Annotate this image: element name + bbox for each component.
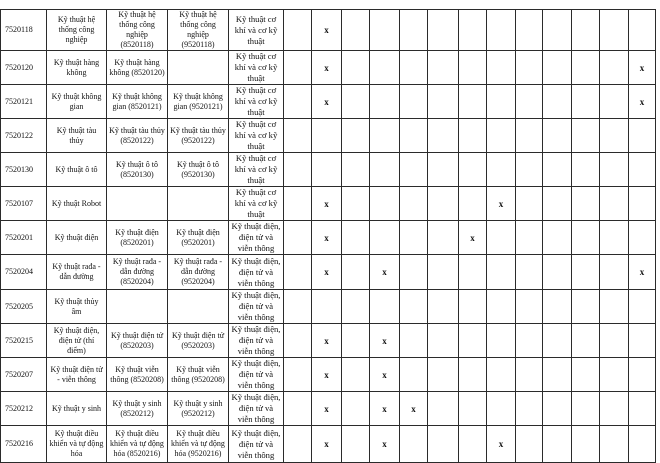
mark-cell	[516, 392, 543, 426]
program-code-cell: 7520130	[1, 153, 47, 187]
mark-cell	[342, 153, 370, 187]
program-code-cell: 7520207	[1, 358, 47, 392]
mark-cell	[487, 221, 516, 255]
mark-cell	[572, 324, 600, 358]
mark-cell	[516, 119, 543, 153]
mark-cell	[370, 119, 400, 153]
mark-cell	[487, 153, 516, 187]
table-row	[1, 255, 656, 290]
mark-cell	[487, 290, 516, 324]
mark-cell	[543, 358, 572, 392]
mark-cell	[312, 119, 342, 153]
master-program-cell: Kỹ thuật rađa - dẫn đường (8520204)	[107, 255, 168, 290]
mark-cell	[428, 187, 459, 221]
mark-cell	[629, 358, 656, 392]
master-program-cell: Kỹ thuật viễn thông (8520208)	[107, 358, 168, 392]
mark-cell: x	[487, 187, 516, 221]
mark-cell	[428, 221, 459, 255]
program-name-cell: Kỹ thuật Robot	[47, 187, 107, 221]
program-code-cell: 7520118	[1, 10, 47, 51]
field-group-cell: Kỹ thuật điện, điện tử và viễn thông	[229, 392, 284, 426]
mark-cell	[400, 255, 428, 290]
table-row	[1, 324, 656, 358]
mark-cell	[600, 290, 629, 324]
field-group-cell: Kỹ thuật cơ khí và cơ kỹ thuật	[229, 119, 284, 153]
mark-cell	[600, 221, 629, 255]
mark-cell	[516, 85, 543, 119]
mark-cell	[487, 255, 516, 290]
mark-cell	[459, 119, 487, 153]
mark-cell	[459, 358, 487, 392]
mark-cell	[516, 221, 543, 255]
master-program-cell: Kỹ thuật hệ thống công nghiệp (8520118)	[107, 10, 168, 51]
mark-cell: x	[370, 358, 400, 392]
mark-cell	[459, 153, 487, 187]
mark-cell	[516, 358, 543, 392]
master-program-cell: Kỹ thuật không gian (8520121)	[107, 85, 168, 119]
doctoral-program-cell: Kỹ thuật tàu thủy (9520122)	[168, 119, 229, 153]
program-code-cell: 7520212	[1, 392, 47, 426]
program-table	[0, 9, 656, 463]
mark-cell	[572, 255, 600, 290]
mark-cell	[629, 221, 656, 255]
mark-cell	[572, 51, 600, 85]
mark-cell: x	[370, 324, 400, 358]
program-name-cell: Kỹ thuật không gian	[47, 85, 107, 119]
mark-cell	[572, 10, 600, 51]
mark-cell: x	[370, 392, 400, 426]
mark-cell	[543, 51, 572, 85]
mark-cell	[370, 290, 400, 324]
mark-cell	[459, 187, 487, 221]
program-code-cell: 7520121	[1, 85, 47, 119]
mark-cell: x	[629, 51, 656, 85]
field-group-cell: Kỹ thuật cơ khí và cơ kỹ thuật	[229, 85, 284, 119]
mark-cell	[428, 426, 459, 463]
mark-cell	[543, 119, 572, 153]
mark-cell	[487, 392, 516, 426]
mark-cell	[284, 358, 312, 392]
mark-cell	[342, 187, 370, 221]
mark-cell	[284, 187, 312, 221]
mark-cell: x	[312, 392, 342, 426]
program-code-cell: 7520120	[1, 51, 47, 85]
doctoral-program-cell: Kỹ thuật điện tử (9520203)	[168, 324, 229, 358]
mark-cell	[370, 10, 400, 51]
mark-cell	[572, 187, 600, 221]
mark-cell	[543, 85, 572, 119]
master-program-cell: Kỹ thuật điều khiển và tự động hóa (8520216)	[107, 426, 168, 463]
mark-cell	[400, 358, 428, 392]
mark-cell	[487, 358, 516, 392]
mark-cell	[543, 153, 572, 187]
master-program-cell: Kỹ thuật y sinh (8520212)	[107, 392, 168, 426]
mark-cell	[543, 187, 572, 221]
mark-cell	[400, 290, 428, 324]
table-body	[1, 10, 656, 463]
mark-cell	[600, 324, 629, 358]
mark-cell	[600, 358, 629, 392]
program-name-cell: Kỹ thuật điện, điện tử (thí điểm)	[47, 324, 107, 358]
mark-cell	[400, 10, 428, 51]
mark-cell	[600, 153, 629, 187]
program-name-cell: Kỹ thuật điện tử - viễn thông	[47, 358, 107, 392]
program-code-cell: 7520122	[1, 119, 47, 153]
mark-cell	[342, 255, 370, 290]
program-name-cell: Kỹ thuật hệ thống công nghiệp	[47, 10, 107, 51]
mark-cell	[400, 153, 428, 187]
mark-cell	[370, 187, 400, 221]
mark-cell: x	[312, 187, 342, 221]
master-program-cell	[107, 187, 168, 221]
mark-cell: x	[312, 426, 342, 463]
mark-cell	[284, 392, 312, 426]
mark-cell	[516, 187, 543, 221]
master-program-cell: Kỹ thuật tàu thủy (8520122)	[107, 119, 168, 153]
field-group-cell: Kỹ thuật điện, điện tử và viễn thông	[229, 358, 284, 392]
program-code-cell: 7520201	[1, 221, 47, 255]
program-code-cell: 7520216	[1, 426, 47, 463]
mark-cell	[516, 10, 543, 51]
mark-cell	[543, 324, 572, 358]
master-program-cell: Kỹ thuật điện tử (8520203)	[107, 324, 168, 358]
mark-cell	[428, 392, 459, 426]
mark-cell	[600, 426, 629, 463]
field-group-cell: Kỹ thuật điện, điện tử và viễn thông	[229, 221, 284, 255]
mark-cell	[543, 221, 572, 255]
mark-cell	[400, 51, 428, 85]
mark-cell	[572, 153, 600, 187]
mark-cell	[487, 10, 516, 51]
program-name-cell: Kỹ thuật hàng không	[47, 51, 107, 85]
mark-cell	[428, 324, 459, 358]
mark-cell	[629, 392, 656, 426]
mark-cell	[342, 324, 370, 358]
mark-cell	[487, 324, 516, 358]
mark-cell: x	[312, 358, 342, 392]
program-name-cell: Kỹ thuật ô tô	[47, 153, 107, 187]
mark-cell: x	[487, 426, 516, 463]
mark-cell	[284, 85, 312, 119]
mark-cell: x	[629, 255, 656, 290]
mark-cell	[370, 221, 400, 255]
mark-cell	[342, 51, 370, 85]
mark-cell	[400, 324, 428, 358]
table-row	[1, 221, 656, 255]
program-name-cell: Kỹ thuật điều khiển và tự động hóa	[47, 426, 107, 463]
master-program-cell	[107, 290, 168, 324]
doctoral-program-cell: Kỹ thuật viễn thông (9520208)	[168, 358, 229, 392]
mark-cell	[400, 221, 428, 255]
mark-cell	[342, 392, 370, 426]
mark-cell	[459, 324, 487, 358]
doctoral-program-cell: Kỹ thuật điện (9520201)	[168, 221, 229, 255]
field-group-cell: Kỹ thuật cơ khí và cơ kỹ thuật	[229, 187, 284, 221]
mark-cell	[284, 290, 312, 324]
mark-cell	[342, 10, 370, 51]
program-code-cell: 7520205	[1, 290, 47, 324]
table-row	[1, 85, 656, 119]
doctoral-program-cell	[168, 290, 229, 324]
mark-cell	[370, 85, 400, 119]
mark-cell	[370, 51, 400, 85]
mark-cell	[572, 119, 600, 153]
doctoral-program-cell: Kỹ thuật không gian (9520121)	[168, 85, 229, 119]
doctoral-program-cell: Kỹ thuật y sinh (9520212)	[168, 392, 229, 426]
program-code-cell: 7520215	[1, 324, 47, 358]
field-group-cell: Kỹ thuật cơ khí và cơ kỹ thuật	[229, 51, 284, 85]
program-name-cell: Kỹ thuật điện	[47, 221, 107, 255]
program-name-cell: Kỹ thuật thủy âm	[47, 290, 107, 324]
mark-cell: x	[370, 255, 400, 290]
mark-cell: x	[312, 324, 342, 358]
mark-cell	[284, 10, 312, 51]
program-name-cell: Kỹ thuật tàu thủy	[47, 119, 107, 153]
mark-cell	[572, 426, 600, 463]
table-row	[1, 10, 656, 51]
mark-cell	[342, 426, 370, 463]
mark-cell	[572, 358, 600, 392]
mark-cell	[600, 51, 629, 85]
mark-cell	[400, 119, 428, 153]
mark-cell	[572, 221, 600, 255]
field-group-cell: Kỹ thuật điện, điện tử và viễn thông	[229, 255, 284, 290]
field-group-cell: Kỹ thuật điện, điện tử và viễn thông	[229, 324, 284, 358]
mark-cell: x	[459, 221, 487, 255]
mark-cell	[516, 255, 543, 290]
mark-cell	[459, 392, 487, 426]
mark-cell	[629, 290, 656, 324]
mark-cell	[284, 324, 312, 358]
mark-cell	[543, 392, 572, 426]
mark-cell	[516, 426, 543, 463]
doctoral-program-cell	[168, 51, 229, 85]
mark-cell: x	[312, 255, 342, 290]
table-row	[1, 153, 656, 187]
mark-cell	[459, 290, 487, 324]
master-program-cell: Kỹ thuật hàng không (8520120)	[107, 51, 168, 85]
mark-cell	[342, 221, 370, 255]
field-group-cell: Kỹ thuật cơ khí và cơ kỹ thuật	[229, 10, 284, 51]
mark-cell: x	[312, 221, 342, 255]
mark-cell	[428, 290, 459, 324]
mark-cell	[600, 187, 629, 221]
mark-cell	[342, 85, 370, 119]
table-row	[1, 290, 656, 324]
mark-cell	[428, 10, 459, 51]
mark-cell	[284, 153, 312, 187]
mark-cell	[516, 324, 543, 358]
mark-cell	[572, 290, 600, 324]
doctoral-program-cell	[168, 187, 229, 221]
doctoral-program-cell: Kỹ thuật rađa - dẫn đường (9520204)	[168, 255, 229, 290]
table-row	[1, 358, 656, 392]
mark-cell	[428, 119, 459, 153]
mark-cell	[284, 255, 312, 290]
mark-cell	[572, 392, 600, 426]
table-row	[1, 51, 656, 85]
mark-cell	[572, 85, 600, 119]
mark-cell: x	[312, 51, 342, 85]
mark-cell	[516, 153, 543, 187]
program-name-cell: Kỹ thuật y sinh	[47, 392, 107, 426]
table-row	[1, 187, 656, 221]
mark-cell	[342, 119, 370, 153]
mark-cell	[543, 255, 572, 290]
mark-cell: x	[629, 85, 656, 119]
mark-cell	[459, 10, 487, 51]
mark-cell	[600, 119, 629, 153]
mark-cell	[312, 153, 342, 187]
mark-cell	[459, 255, 487, 290]
table-row	[1, 119, 656, 153]
mark-cell	[428, 51, 459, 85]
mark-cell	[487, 85, 516, 119]
field-group-cell: Kỹ thuật cơ khí và cơ kỹ thuật	[229, 153, 284, 187]
mark-cell	[543, 10, 572, 51]
mark-cell	[516, 51, 543, 85]
program-code-cell: 7520204	[1, 255, 47, 290]
mark-cell	[459, 426, 487, 463]
mark-cell	[600, 392, 629, 426]
mark-cell	[370, 153, 400, 187]
master-program-cell: Kỹ thuật ô tô (8520130)	[107, 153, 168, 187]
mark-cell	[342, 290, 370, 324]
mark-cell	[400, 426, 428, 463]
table-row	[1, 426, 656, 463]
mark-cell	[629, 153, 656, 187]
mark-cell	[600, 255, 629, 290]
mark-cell	[629, 119, 656, 153]
mark-cell	[284, 221, 312, 255]
mark-cell	[543, 426, 572, 463]
mark-cell	[629, 426, 656, 463]
mark-cell	[629, 10, 656, 51]
program-name-cell: Kỹ thuật rađa - dẫn đường	[47, 255, 107, 290]
mark-cell: x	[312, 85, 342, 119]
mark-cell	[629, 324, 656, 358]
master-program-cell: Kỹ thuật điện (8520201)	[107, 221, 168, 255]
mark-cell	[400, 85, 428, 119]
mark-cell: x	[312, 10, 342, 51]
mark-cell	[400, 187, 428, 221]
mark-cell	[428, 358, 459, 392]
mark-cell	[516, 290, 543, 324]
field-group-cell: Kỹ thuật điện, điện tử và viễn thông	[229, 290, 284, 324]
mark-cell	[459, 85, 487, 119]
doctoral-program-cell: Kỹ thuật hệ thống công nghiệp (9520118)	[168, 10, 229, 51]
doctoral-program-cell: Kỹ thuật điều khiển và tự động hóa (9520216)	[168, 426, 229, 463]
mark-cell	[312, 290, 342, 324]
mark-cell	[543, 290, 572, 324]
mark-cell	[428, 255, 459, 290]
mark-cell	[428, 153, 459, 187]
doctoral-program-cell: Kỹ thuật ô tô (9520130)	[168, 153, 229, 187]
mark-cell: x	[370, 426, 400, 463]
mark-cell	[459, 51, 487, 85]
mark-cell	[487, 51, 516, 85]
field-group-cell: Kỹ thuật điện, điện tử và viễn thông	[229, 426, 284, 463]
mark-cell	[487, 119, 516, 153]
mark-cell	[600, 85, 629, 119]
mark-cell	[284, 51, 312, 85]
table-row	[1, 392, 656, 426]
mark-cell	[600, 10, 629, 51]
mark-cell	[284, 426, 312, 463]
mark-cell: x	[400, 392, 428, 426]
mark-cell	[284, 119, 312, 153]
mark-cell	[629, 187, 656, 221]
program-code-cell: 7520107	[1, 187, 47, 221]
mark-cell	[428, 85, 459, 119]
mark-cell	[342, 358, 370, 392]
